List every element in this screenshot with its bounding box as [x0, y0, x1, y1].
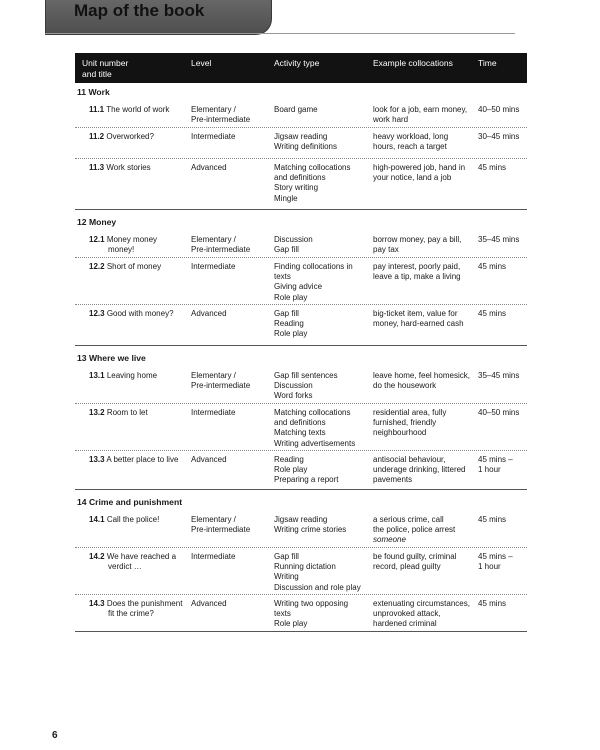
unit-cell	[89, 552, 189, 572]
cell-line: and definitions	[274, 173, 326, 183]
unit-title: Room to let	[106, 408, 148, 417]
unit-title-line	[89, 371, 189, 381]
table-row	[75, 595, 527, 632]
unit-title-line: money!	[108, 245, 135, 255]
unit-title: We have reached a	[106, 552, 177, 561]
time-cell	[478, 262, 526, 272]
cell-line: 1 hour	[478, 465, 501, 475]
time-cell	[478, 371, 526, 381]
cell-line: Intermediate	[191, 552, 236, 561]
cell-line: texts	[274, 609, 291, 619]
unit-number: 14.1	[89, 515, 105, 524]
cell-line: Gap fill sentences	[274, 371, 338, 380]
section-title-text: 11 Work	[77, 87, 110, 97]
header-activity: Activity type	[274, 58, 320, 68]
level-cell	[191, 515, 271, 535]
unit-number: 13.2	[89, 408, 105, 417]
cell-line: pay tax	[373, 245, 399, 255]
section-title	[75, 496, 527, 511]
cell-line: residential area, fully	[373, 408, 447, 417]
activity-cell	[274, 105, 372, 115]
activity-cell	[274, 552, 372, 593]
unit-title-line	[89, 455, 189, 465]
cell-line: 45 mins	[478, 309, 507, 318]
cell-line: neighbourhood	[373, 428, 427, 438]
activity-cell	[274, 132, 372, 152]
title-divider	[45, 33, 515, 34]
cell-line: Elementary /	[191, 371, 236, 380]
activity-cell	[274, 262, 372, 303]
cell-line: Writing crime stories	[274, 525, 347, 535]
cell-line: Advanced	[191, 309, 227, 318]
collocations-cell	[373, 371, 473, 391]
activity-cell	[274, 408, 372, 449]
cell-line: pavements	[373, 475, 413, 485]
cell-line: 45 mins	[478, 163, 507, 172]
table-row	[75, 511, 527, 548]
table-row	[75, 231, 527, 258]
activity-cell	[274, 309, 372, 340]
activity-cell	[274, 163, 372, 204]
cell-line: high-powered job, hand in	[373, 163, 466, 172]
unit-title: Call the police!	[106, 515, 160, 524]
unit-number: 14.2	[89, 552, 105, 561]
activity-cell	[274, 599, 372, 630]
cell-line: heavy workload, long	[373, 132, 449, 141]
cell-line: 45 mins	[478, 262, 507, 271]
unit-title-line	[89, 105, 189, 115]
unit-cell	[89, 132, 189, 142]
collocations-cell	[373, 455, 473, 486]
section-title	[75, 86, 527, 101]
unit-title-line	[89, 552, 189, 562]
title-tab	[45, 0, 272, 35]
collocations-cell	[373, 235, 473, 255]
unit-cell	[89, 408, 189, 418]
page-title: Map of the book	[74, 1, 205, 20]
cell-line: Elementary /	[191, 105, 236, 114]
table-row	[75, 404, 527, 451]
table-row	[75, 258, 527, 305]
unit-title-line	[89, 132, 189, 142]
cell-line: Giving advice	[274, 282, 323, 292]
activity-cell	[274, 515, 372, 535]
cell-line: 45 mins –	[478, 455, 513, 464]
cell-line: money, hard-earned cash	[373, 319, 464, 329]
activity-cell	[274, 371, 372, 402]
unit-cell	[89, 235, 189, 255]
cell-line: Writing advertisements	[274, 438, 356, 448]
cell-line: Story writing	[274, 183, 319, 193]
level-cell	[191, 235, 271, 255]
cell-line: Gap fill	[274, 245, 299, 255]
cell-line: big-ticket item, value for	[373, 309, 458, 318]
cell-line: Role play	[274, 465, 308, 475]
cell-line: leave home, feel homesick,	[373, 371, 470, 380]
cell-line: 1 hour	[478, 562, 501, 572]
cell-line: underage drinking, littered	[373, 465, 466, 475]
section-title-text: 14 Crime and punishment	[77, 497, 183, 507]
level-cell	[191, 105, 271, 125]
unit-number: 12.2	[89, 262, 105, 271]
cell-line: 40–50 mins	[478, 105, 520, 114]
level-cell	[191, 408, 271, 418]
cell-line: Mingle	[274, 193, 298, 203]
header-unit: Unit number and title	[82, 58, 129, 79]
cell-line: your notice, land a job	[373, 173, 452, 183]
cell-line: Reading	[274, 455, 304, 464]
cell-line: Pre-intermediate	[191, 525, 251, 535]
cell-line: work hard	[373, 115, 409, 125]
cell-line: furnished, friendly	[373, 418, 437, 428]
unit-title-line	[89, 235, 189, 245]
unit-number: 11.3	[89, 163, 105, 172]
cell-line: Matching texts	[274, 428, 326, 438]
cell-line: Finding collocations in	[274, 262, 353, 271]
page-number: 6	[52, 730, 58, 741]
cell-line: 30–45 mins	[478, 132, 520, 141]
table-row	[75, 548, 527, 595]
cell-line: Pre-intermediate	[191, 245, 251, 255]
cell-line: leave a tip, make a living	[373, 272, 461, 282]
unit-title-line: verdict …	[108, 562, 142, 572]
collocations-cell	[373, 309, 473, 329]
cell-line: Matching collocations	[274, 163, 351, 172]
cell-line: pay interest, poorly paid,	[373, 262, 461, 271]
cell-line: Advanced	[191, 599, 227, 608]
level-cell	[191, 455, 271, 465]
unit-cell	[89, 515, 189, 525]
collocations-cell	[373, 132, 473, 152]
unit-number: 11.2	[89, 132, 105, 141]
cell-line: 45 mins	[478, 599, 507, 608]
cell-line: a serious crime, call	[373, 515, 444, 524]
cell-line: antisocial behaviour,	[373, 455, 446, 464]
unit-title-line	[89, 262, 189, 272]
unit-number: 12.3	[89, 309, 105, 318]
cell-line: Board game	[274, 105, 318, 114]
cell-line: look for a job, earn money,	[373, 105, 468, 114]
unit-cell	[89, 105, 189, 115]
unit-number: 13.1	[89, 371, 105, 380]
cell-line: Role play	[274, 619, 308, 629]
cell-line: Discussion	[274, 381, 313, 391]
unit-title-line: fit the crime?	[108, 609, 154, 619]
collocations-cell	[373, 262, 473, 282]
cell-line: Gap fill	[274, 309, 299, 318]
unit-number: 14.3	[89, 599, 105, 608]
cell-line: Jigsaw reading	[274, 515, 328, 524]
header-level: Level	[191, 58, 212, 68]
collocations-cell	[373, 552, 473, 572]
level-cell	[191, 552, 271, 562]
cell-line: Discussion	[274, 235, 313, 244]
cell-line: Advanced	[191, 163, 227, 172]
cell-line: Matching collocations	[274, 408, 351, 417]
cell-line: be found guilty, criminal	[373, 552, 457, 561]
cell-line: Jigsaw reading	[274, 132, 328, 141]
unit-title: A better place to live	[106, 455, 179, 464]
unit-cell	[89, 599, 189, 619]
unit-cell	[89, 163, 189, 173]
cell-line: texts	[274, 272, 291, 282]
unit-title: Money money	[106, 235, 158, 244]
section-title-text: 12 Money	[77, 217, 117, 227]
cell-line: Role play	[274, 292, 308, 302]
cell-line: Intermediate	[191, 132, 236, 141]
cell-line: hours, reach a target	[373, 142, 447, 152]
unit-title: Work stories	[106, 163, 151, 172]
cell-line: Gap fill	[274, 552, 299, 561]
unit-title-line	[89, 163, 189, 173]
time-cell	[478, 455, 526, 475]
time-cell	[478, 309, 526, 319]
unit-title: The world of work	[106, 105, 170, 114]
table-row	[75, 101, 527, 128]
cell-line: Pre-intermediate	[191, 115, 251, 125]
cell-line: hardened criminal	[373, 619, 437, 629]
header-time: Time	[478, 58, 497, 68]
cell-line: Pre-intermediate	[191, 381, 251, 391]
cell-line: Intermediate	[191, 408, 236, 417]
section-title-text: 13 Where we live	[77, 353, 146, 363]
cell-line: Role play	[274, 329, 308, 339]
cell-line: 35–45 mins	[478, 235, 520, 244]
unit-title-line	[89, 599, 189, 609]
time-cell	[478, 599, 526, 609]
time-cell	[478, 552, 526, 572]
cell-line: do the housework	[373, 381, 437, 391]
cell-line: Elementary /	[191, 515, 236, 524]
cell-line: 35–45 mins	[478, 371, 520, 380]
table-row	[75, 451, 527, 490]
unit-cell	[89, 455, 189, 465]
cell-line: record, plead guilty	[373, 562, 441, 572]
cell-line-italic: someone	[373, 535, 406, 545]
unit-number: 11.1	[89, 105, 105, 114]
unit-title-line	[89, 309, 189, 319]
activity-cell	[274, 455, 372, 486]
table-row	[75, 128, 527, 159]
time-cell	[478, 163, 526, 173]
level-cell	[191, 371, 271, 391]
cell-line: Running dictation	[274, 562, 336, 572]
cell-line: Writing	[274, 572, 299, 582]
unit-cell	[89, 371, 189, 381]
table-body	[75, 86, 527, 632]
level-cell	[191, 262, 271, 272]
unit-title: Good with money?	[106, 309, 174, 318]
cell-line: the police, police arrest	[373, 525, 456, 535]
activity-cell	[274, 235, 372, 255]
cell-line: unprovoked attack,	[373, 609, 441, 619]
table-header	[75, 53, 527, 83]
time-cell	[478, 408, 526, 418]
cell-line: Preparing a report	[274, 475, 339, 485]
unit-cell	[89, 262, 189, 272]
level-cell	[191, 599, 271, 609]
unit-number: 12.1	[89, 235, 105, 244]
table-row	[75, 305, 527, 346]
collocations-cell	[373, 408, 473, 439]
cell-line: Writing definitions	[274, 142, 337, 152]
unit-title: Overworked?	[106, 132, 154, 141]
cell-line: Word forks	[274, 391, 313, 401]
unit-number: 13.3	[89, 455, 105, 464]
cell-line: Discussion and role play	[274, 582, 361, 592]
cell-line: Reading	[274, 319, 304, 329]
cell-line: Writing two opposing	[274, 599, 349, 608]
time-cell	[478, 132, 526, 142]
unit-title: Short of money	[106, 262, 162, 271]
level-cell	[191, 132, 271, 142]
cell-line: 40–50 mins	[478, 408, 520, 417]
section-title	[75, 216, 527, 231]
collocations-cell	[373, 515, 473, 546]
cell-line: and definitions	[274, 418, 326, 428]
cell-line: 45 mins –	[478, 552, 513, 561]
cell-line: Elementary /	[191, 235, 236, 244]
unit-title-line	[89, 408, 189, 418]
section-title	[75, 352, 527, 367]
collocations-cell	[373, 599, 473, 630]
cell-line: 45 mins	[478, 515, 507, 524]
collocations-cell	[373, 105, 473, 125]
table-row	[75, 159, 527, 210]
time-cell	[478, 515, 526, 525]
cell-line: borrow money, pay a bill,	[373, 235, 462, 244]
unit-title-line	[89, 515, 189, 525]
time-cell	[478, 105, 526, 115]
unit-cell	[89, 309, 189, 319]
collocations-cell	[373, 163, 473, 183]
table-row	[75, 367, 527, 404]
unit-title: Does the punishment	[106, 599, 183, 608]
unit-title: Leaving home	[106, 371, 158, 380]
level-cell	[191, 309, 271, 319]
cell-line: Intermediate	[191, 262, 236, 271]
time-cell	[478, 235, 526, 245]
cell-line: Advanced	[191, 455, 227, 464]
header-collocations: Example collocations	[373, 58, 453, 68]
cell-line: extenuating circumstances,	[373, 599, 470, 608]
level-cell	[191, 163, 271, 173]
